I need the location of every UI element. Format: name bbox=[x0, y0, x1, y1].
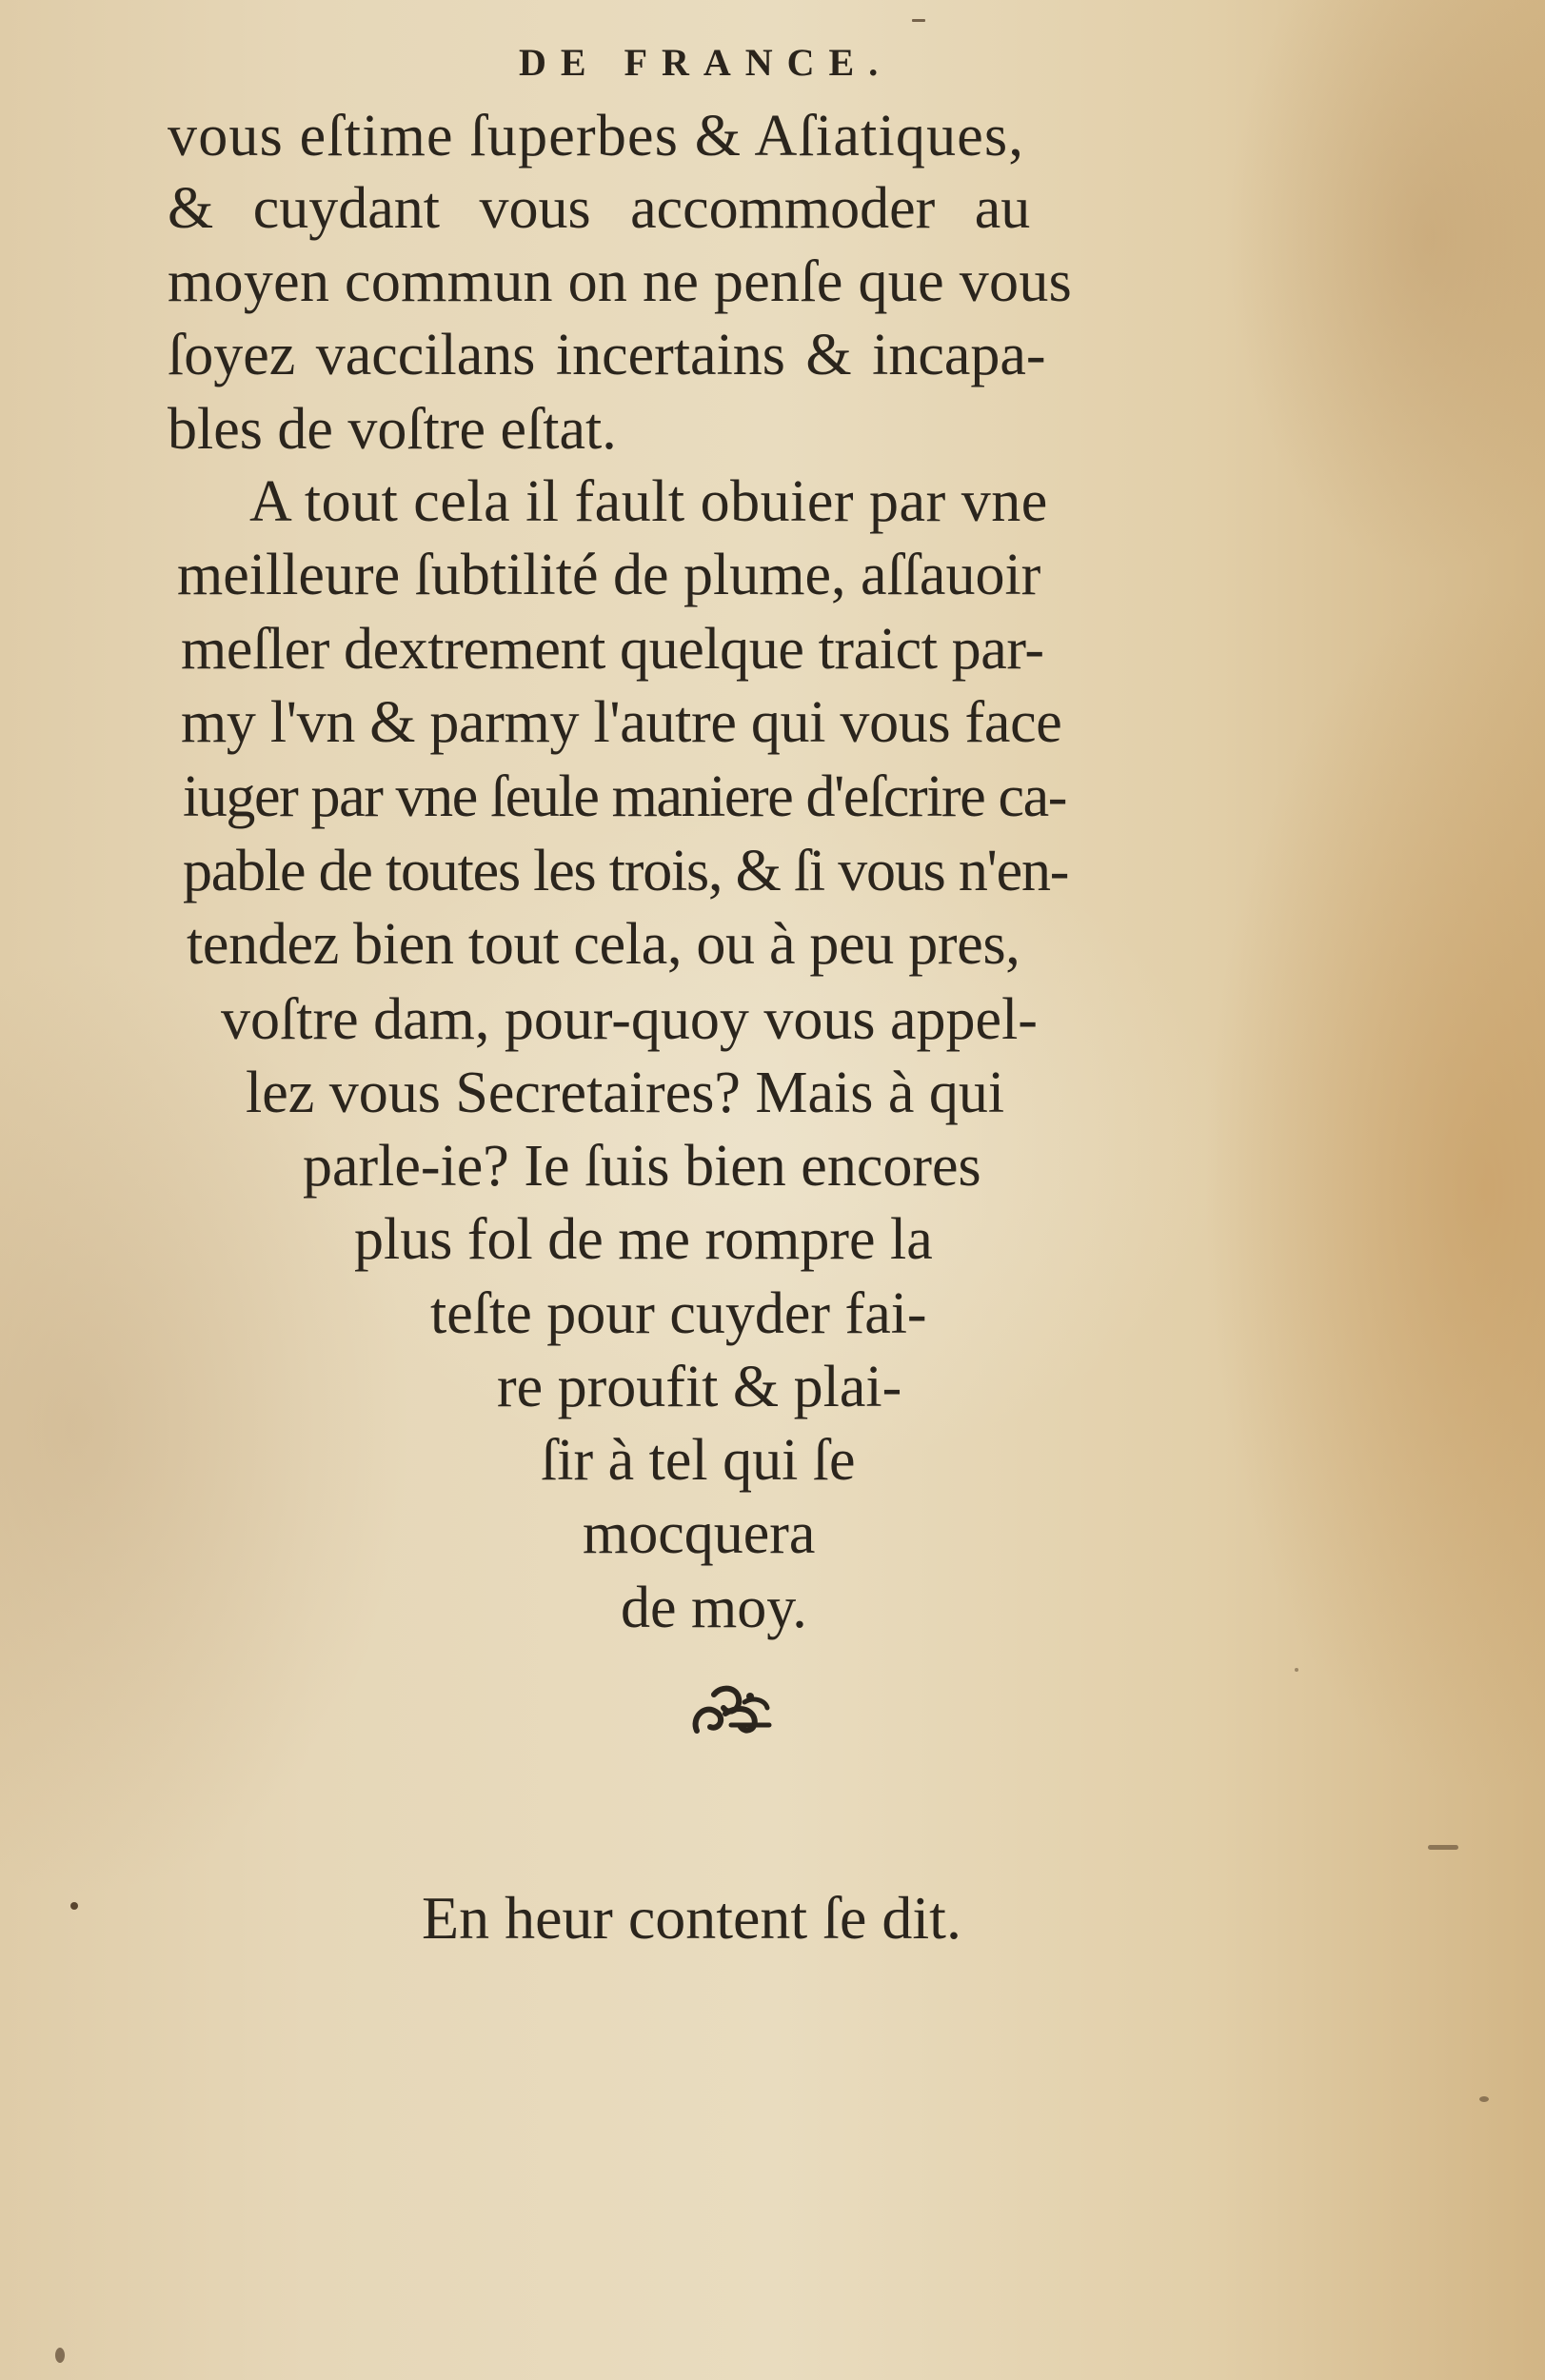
ink-speck bbox=[1428, 1845, 1458, 1850]
body-line: meſler dextrement quelque traict par- bbox=[181, 617, 1044, 682]
body-line: tendez bien tout cela, ou à peu pres, bbox=[187, 912, 1020, 977]
body-line: iuger par vne ſeule maniere d'eſcrire ca- bbox=[183, 764, 1066, 829]
ink-speck bbox=[1295, 1668, 1298, 1672]
body-line: pable de toutes les trois, & ſi vous n'en- bbox=[183, 839, 1069, 903]
body-line: re proufit & plai- bbox=[497, 1355, 902, 1419]
ink-speck bbox=[70, 1902, 78, 1910]
body-line: moyen commun on ne penſe que vous bbox=[168, 249, 1073, 314]
body-line: lez vous Secretaires? Mais à qui bbox=[246, 1061, 1005, 1125]
body-line: plus fol de me rompre la bbox=[354, 1207, 933, 1272]
body-line: voſtre dam, pour-quoy vous appel- bbox=[221, 987, 1038, 1052]
running-head: DE FRANCE. bbox=[519, 41, 893, 84]
ink-speck bbox=[55, 2348, 65, 2363]
body-line: bles de voſtre eſtat. bbox=[168, 397, 617, 462]
ink-speck bbox=[1479, 2096, 1489, 2102]
body-line: my l'vn & parmy l'autre qui vous face bbox=[181, 690, 1062, 755]
body-line: A tout cela il fault obuier par vne bbox=[249, 469, 1048, 534]
body-line: de moy. bbox=[621, 1576, 807, 1640]
body-line: teſte pour cuyder fai- bbox=[430, 1281, 927, 1346]
body-line: parle-ie? Ie ſuis bien encores bbox=[303, 1134, 981, 1199]
ink-speck bbox=[912, 19, 925, 22]
body-line: & cuydant vous accommoder au bbox=[168, 176, 1031, 241]
body-line: meilleure ſubtilité de plume, aſſauoir bbox=[177, 543, 1041, 607]
fleuron-ornament-icon bbox=[687, 1676, 775, 1744]
body-line: ſoyez vaccilans incertains & incapa- bbox=[168, 323, 1046, 387]
body-line: ſir à tel qui ſe bbox=[541, 1428, 856, 1493]
motto: En heur content ſe dit. bbox=[422, 1884, 961, 1952]
body-line: mocquera bbox=[583, 1501, 816, 1566]
body-line: vous eſtime ſuperbes & Aſiatiques, bbox=[168, 104, 1025, 169]
